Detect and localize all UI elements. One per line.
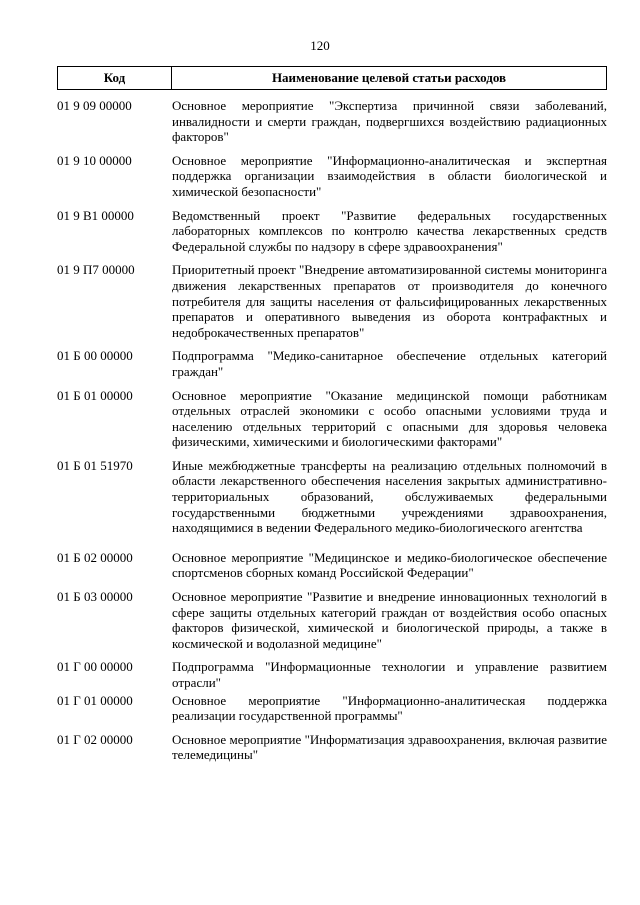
header-code: Код <box>58 67 172 89</box>
table-row <box>57 348 607 379</box>
row-name: Основное мероприятие "Медицинское и медико-биологическое обеспечение спортсменов сборных команд Российской Федерации" <box>172 549 607 581</box>
table-row <box>57 589 607 651</box>
table-header <box>57 66 607 90</box>
table-row <box>57 550 607 581</box>
page-number: 120 <box>310 38 330 53</box>
row-name: Иные межбюджетные трансферты на реализацию отдельных полномочий в области лекарственного обеспечения населения закрытых административно-территориальных образований, обслуживаемых федеральными государственными бюджетными учреждениями здравоохранения, находящимися в ведении Федерального медико-биологического агентства <box>172 457 607 536</box>
row-code: 01 Б 00 00000 <box>57 348 133 364</box>
row-name: Основное мероприятие "Информационно-аналитическая поддержка реализации государственной программы" <box>172 692 607 724</box>
row-code: 01 9 В1 00000 <box>57 207 134 223</box>
row-code: 01 9 10 00000 <box>57 152 132 168</box>
row-name: Основное мероприятие "Оказание медицинской помощи работникам отдельных отраслей экономики с особо опасными условиями труда и населению отдельных территорий с опасными для здоровья человека физическими, химическими и биологическими факторами" <box>172 387 607 450</box>
table-row <box>57 388 607 450</box>
budget-codes-table <box>57 66 607 763</box>
row-code: 01 Г 01 00000 <box>57 692 133 708</box>
table-row <box>57 693 607 724</box>
row-code: 01 Б 01 51970 <box>57 457 133 473</box>
row-code: 01 Б 01 00000 <box>57 387 133 403</box>
table-row <box>57 732 607 763</box>
row-name: Основное мероприятие "Экспертиза причинной связи заболеваний, инвалидности и смерти граждан, подвергшихся воздействию радиационных факторов" <box>172 98 607 145</box>
row-name: Основное мероприятие "Развитие и внедрение инновационных технологий в сфере защиты отдельных категорий граждан от воздействия особо опасных факторов физической, химической и биологической природы, а также в космической и водолазной медицине" <box>172 589 607 651</box>
table-row <box>57 153 607 200</box>
header-name: Наименование целевой статьи расходов <box>271 70 507 85</box>
row-name: Приоритетный проект "Внедрение автоматизированной системы мониторинга движения лекарственных препаратов от производителя до конечного потребителя для защиты населения от фальсифицированных лекарственных препаратов и оперативного выведения из оборота контрафактных и недоброкачественных препаратов" <box>172 262 607 340</box>
row-code: 01 Г 00 00000 <box>57 659 133 675</box>
table-row <box>57 458 607 536</box>
row-code: 01 9 П7 00000 <box>57 262 135 278</box>
row-code: 01 Б 03 00000 <box>57 589 133 605</box>
row-name: Подпрограмма "Медико-санитарное обеспечение отдельных категорий граждан" <box>172 348 607 379</box>
row-code: 01 9 09 00000 <box>57 98 132 113</box>
row-name: Ведомственный проект "Развитие федеральных государственных лабораторных комплексов по контролю качества лекарственных средств Федеральной службы по надзору в сфере здравоохранения" <box>172 207 607 254</box>
row-code: 01 Г 02 00000 <box>57 731 133 747</box>
table-row <box>57 98 607 145</box>
table-row <box>57 262 607 340</box>
row-code: 01 Б 02 00000 <box>57 549 133 565</box>
table-row <box>57 659 607 690</box>
table-row <box>57 208 607 255</box>
row-name: Основное мероприятие "Информатизация здравоохранения, включая развитие телемедицины" <box>172 731 607 763</box>
row-name: Подпрограмма "Информационные технологии и управление развитием отрасли" <box>172 659 607 690</box>
row-name: Основное мероприятие "Информационно-аналитическая и экспертная поддержка организации взаимодействия в области биологической и химической безопасности" <box>172 152 607 199</box>
